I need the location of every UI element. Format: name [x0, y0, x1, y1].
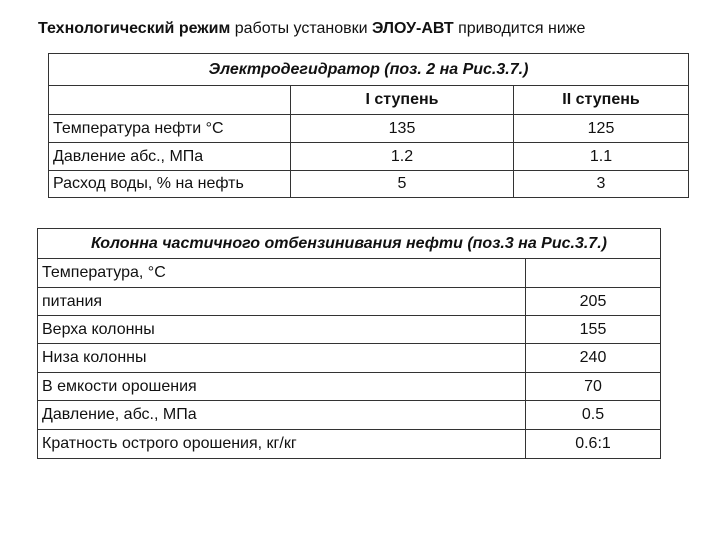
table-row	[49, 143, 689, 171]
row-label: Давление абс., МПа	[49, 143, 291, 171]
cell-value: 125	[514, 115, 689, 143]
cell-value: 5	[291, 171, 514, 198]
column-table	[37, 228, 661, 459]
table-row	[49, 171, 689, 198]
header-cell: II ступень	[514, 86, 689, 115]
cell-value: 1.1	[514, 143, 689, 171]
cell-value: 0.5	[526, 401, 661, 430]
title-bold-1: Технологический режим	[38, 20, 231, 37]
table-row	[38, 373, 661, 401]
table-row	[38, 259, 661, 288]
title-text-2: приводится ниже	[453, 20, 586, 37]
title-bold-2: ЭЛОУ-АВТ	[372, 20, 454, 37]
table-caption: Колонна частичного отбензинивания нефти (поз.3 на Рис.3.7.)	[38, 229, 661, 259]
title-text-1: работы установки	[230, 20, 373, 37]
cell-value: 3	[514, 171, 689, 198]
row-label: Низа колонны	[38, 344, 526, 373]
row-label: Температура нефти °С	[49, 115, 291, 143]
row-label: Расход воды, % на нефть	[49, 171, 291, 198]
electrodehydrator-table	[48, 53, 689, 198]
page-title	[38, 20, 585, 38]
cell-value: 205	[526, 288, 661, 316]
cell-value: 0.6:1	[526, 430, 661, 459]
table-row	[38, 401, 661, 430]
cell-value: 1.2	[291, 143, 514, 171]
table-row	[38, 430, 661, 459]
table-row	[49, 115, 689, 143]
row-label: Давление, абс., МПа	[38, 401, 526, 430]
cell-value: 155	[526, 316, 661, 344]
header-cell	[49, 86, 291, 115]
table-caption: Электродегидратор (поз. 2 на Рис.3.7.)	[49, 54, 689, 86]
row-label: Верха колонны	[38, 316, 526, 344]
cell-value: 70	[526, 373, 661, 401]
table-row	[38, 316, 661, 344]
cell-value: 135	[291, 115, 514, 143]
cell-value: 240	[526, 344, 661, 373]
row-label: питания	[38, 288, 526, 316]
row-label: В емкости орошения	[38, 373, 526, 401]
cell-value	[526, 259, 661, 288]
table-row	[38, 288, 661, 316]
row-label: Температура, °С	[38, 259, 526, 288]
table-row	[38, 344, 661, 373]
row-label: Кратность острого орошения, кг/кг	[38, 430, 526, 459]
header-cell: I ступень	[291, 86, 514, 115]
